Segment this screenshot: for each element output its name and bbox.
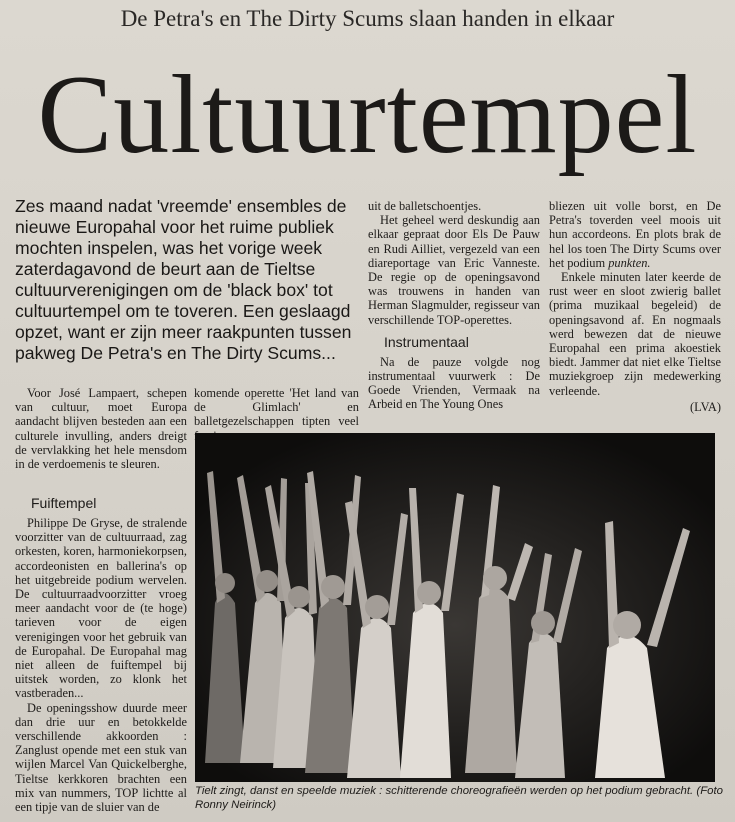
paragraph-text: bliezen uit volle borst, en De Petra's toverden veel moois uit hun accordeons. En plots brak de hel los toen The Dirty Scums over het podium <box>549 199 721 270</box>
column-1-top <box>15 386 187 471</box>
article-kicker: De Petra's en The Dirty Scums slaan handen in elkaar <box>120 6 615 31</box>
paragraph-emphasis: punkten. <box>608 255 651 270</box>
paragraph: Het geheel werd deskundig aan elkaar gepraat door Els De Pauw en Rudi Ailliet, vergezeld van een diareportage van Eric Vanneste. De regie op de openingsavond was trouwens in handen van Herman Slagmulder, regisseur van verschillende TOP-operettes. <box>368 213 540 327</box>
dancers-illustration <box>195 433 715 782</box>
paragraph: Voor José Lampaert, schepen van cultuur, moet Europa aandacht blijven besteden aan een culturele invulling, anders dreigt de vervlakking het hele mensdom in de verdoemenis te sleuren. <box>15 386 187 472</box>
byline: (LVA) <box>690 399 721 414</box>
caption-text: Tielt zingt, danst en speelde muziek : schitterende choreografieën werden op het podium gebracht. <box>195 785 694 797</box>
paragraph <box>549 199 721 270</box>
paragraph: komende operette 'Het land van de Glimlach' en balletgezelschappen tipten veel <box>194 386 359 429</box>
paragraph: Na de pauze volgde nog instrumentaal vuurwerk : De Goede Vrienden, Vermaak na Arbeid en The Young Ones <box>368 354 540 412</box>
paragraph: Enkele minuten later keerde de rust weer en sloot zwierig ballet (prima muzikaal begeleid) de openingsavond af. En nogmaals werd bewezen dat de nieuwe Europahal een prima akoestiek biedt. Jammer dat niet elke Tieltse muziekgroep zijn medewerking verleende. <box>549 270 721 398</box>
dance-photo <box>195 433 715 782</box>
column-3 <box>368 199 540 412</box>
photo-caption <box>195 784 725 812</box>
column-1-bottom <box>15 488 187 814</box>
column-4 <box>549 199 721 414</box>
article-lead: Zes maand nadat 'vreemde' ensembles de nieuwe Europahal voor het ruime publiek mochten inspelen, was het vorige week zaterdagavond de beurt aan de Tieltse cultuurverenigingen om de 'black box' tot cultuurtempel om te toveren. Een geslaagd opzet, want er zijn meer raakpunten tussen pakweg De Petra's en The Dirty Scums... <box>15 196 352 363</box>
article-headline: Cultuurtempel <box>37 53 698 177</box>
subheading-instrumentaal: Instrumentaal <box>384 333 469 350</box>
photo-credit: (Foto Ronny Neirinck) <box>195 785 723 811</box>
paragraph: De openingsshow duurde meer dan drie uur en betokkelde verschillende akkoorden : Zanglust opende met een stuk van wijlen Marcel Van Quickelberghe, Tieltse kerkkoren brachten een mix van nummers, TOP lichtte al een tipje van de sluier van de <box>15 700 187 815</box>
paragraph: uit de balletschoentjes. <box>368 199 482 213</box>
subheading-fuiftempel: Fuiftempel <box>31 495 97 511</box>
paragraph: Philippe De Gryse, de stralende voorzitter van de cultuurraad, zag orkesten, koren, harmoniekorpsen, accordeonisten en ballerina's op het uitgebreide podium wervelen. De cultuurraadvoorzitter vroeg meer aandacht voor de (te hoge) tarieven voor de eigen verenigingen voor het gebruik van de Europahal. De Europahal mag niet alleen de fuiftempel bij uitstek worden, zo klonk het vastberaden... <box>15 516 187 701</box>
